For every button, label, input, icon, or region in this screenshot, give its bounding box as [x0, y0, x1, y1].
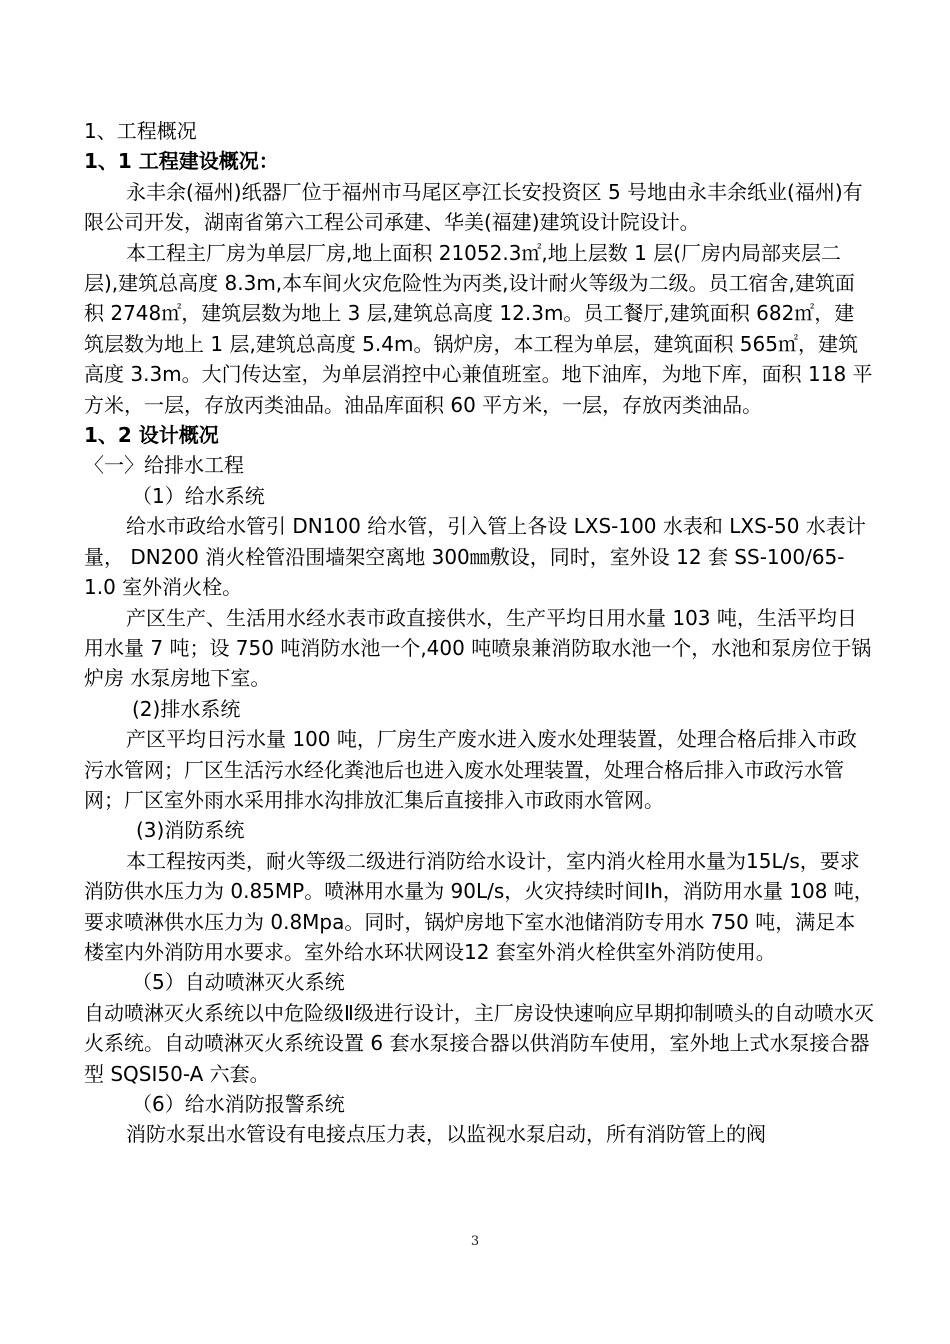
- subsection-water-supply-drainage: 〈一〉给排水工程: [84, 453, 244, 478]
- page-number: 3: [470, 1234, 480, 1249]
- paragraph-overview-2: 本工程主厂房为单层厂房,地上面积 21052.3㎡,地上层数 1 层(厂房内局部夹层二层),建筑总高度 8.3m,本车间火灾危险性为丙类,设计耐火等级为二级。员工宿舍,建筑面积 2748㎡，建筑层数为地上 3 层,建筑总高度 12.3m。员工餐厅,建筑面积 682㎡，建筑层数为地上 1 层,建筑总高度 5.4m。锅炉房，本工程为单层，建筑面积 565㎡，建筑高度 3.3m。大门传达室，为单层消控中心兼值班室。地下油库，为地下库，面积 118 平方米，一层，存放丙类油品。油品库面积 60 平方米，一层，存放丙类油品。: [84, 240, 873, 417]
- paragraph-drainage: 产区平均日污水量 100 吨，厂房生产废水进入废水处理装置，处理合格后排入市政污水管网；厂区生活污水经化粪池后也进入废水处理装置，处理合格后排入市政污水管网；厂区室外雨水采用排水沟排放汇集后直接排入市政雨水管网。: [84, 727, 857, 812]
- subsection-title-fire-protection: (3)消防系统: [136, 818, 245, 843]
- subsection-title-sprinkler: （5）自动喷淋灭火系统: [132, 970, 345, 995]
- section-heading-1: 1、工程概况: [84, 119, 197, 143]
- paragraph-sprinkler: 自动喷淋灭火系统以中危险级Ⅱ级进行设计，主厂房设快速响应早期抑制喷头的自动喷水灭火系统。自动喷淋灭火系统设置 6 套水泵接合器以供消防车使用，室外地上式水泵接合器型 SQSI50-A 六套。: [84, 1000, 874, 1086]
- paragraph-fire-protection: 本工程按丙类，耐火等级二级进行消防给水设计，室内消火栓用水量为15L/s，要求消防供水压力为 0.85MP。喷淋用水量为 90L/s，火灾持续时间Ih，消防用水量 108 吨，要求喷淋供水压力为 0.8Mpa。同时，锅炉房地下室水池储消防专用水 750 吨，满足本楼室内外消防用水要求。室外给水环状网设12 套室外消火栓供室外消防使用。: [84, 848, 874, 964]
- document-body: [84, 116, 874, 1150]
- subsection-title-fire-alarm: （6）给水消防报警系统: [132, 1092, 345, 1116]
- paragraph-water-supply-2: 产区生产、生活用水经水表市政直接供水，生产平均日用水量 103 吨，生活平均日用水量 7 吨；设 750 吨消防水池一个,400 吨喷泉兼消防取水池一个，水池和泵房位于锅炉房 水泵房地下室。: [84, 605, 872, 691]
- subsection-title-drainage: (2)排水系统: [132, 696, 241, 721]
- paragraph-fire-alarm: 消防水泵出水管设有电接点压力表，以监视水泵启动，所有消防管上的阀: [126, 1122, 766, 1147]
- paragraph-overview-1: 永丰余(福州)纸器厂位于福州市马尾区亭江长安投资区 5 号地由永丰余纸业(福州)有限公司开发，湖南省第六工程公司承建、华美(福建)建筑设计院设计。: [84, 179, 863, 235]
- subsection-title-water-supply: （1）给水系统: [132, 483, 265, 508]
- section-heading-1-2: 1、2 设计概况: [84, 423, 219, 448]
- paragraph-water-supply-1: 给水市政给水管引 DN100 给水管，引入管上各设 LXS-100 水表和 LXS-50 水表计量， DN200 消火栓管沿围墙架空离地 300㎜敷设，同时，室外设 12 套 SS-100/65-1.0 室外消火栓。: [84, 514, 866, 600]
- section-heading-1-1: 1、1 工程建设概况：: [84, 149, 279, 174]
